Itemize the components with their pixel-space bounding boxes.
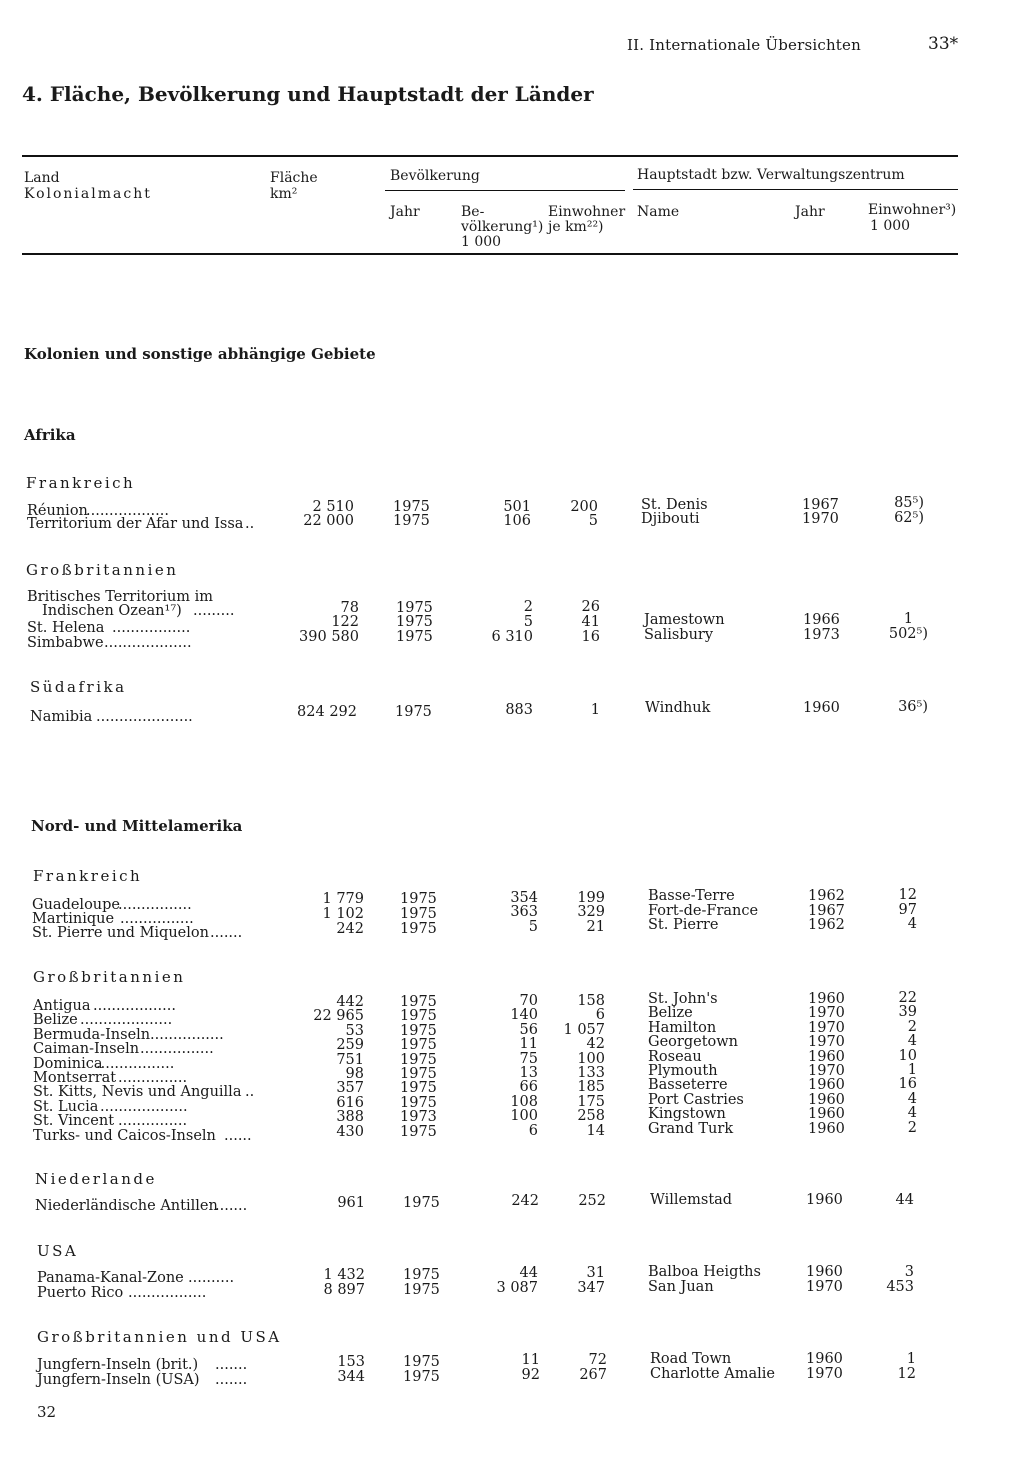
cell-jahr: 1975: [400, 1008, 437, 1025]
cell-hauptstadt: Kingstown: [648, 1106, 726, 1123]
dot-leader: .................: [112, 620, 191, 636]
cell-hs-ew: 453: [886, 1279, 914, 1295]
dot-leader: ...................: [104, 635, 192, 651]
dot-leader: .................: [96, 1055, 175, 1072]
cell-dichte: 42: [586, 1036, 605, 1053]
cell-flaeche: 122: [331, 614, 359, 630]
group-heading: Großbritannien und USA: [37, 1328, 282, 1346]
cell-jahr: 1975: [393, 513, 430, 529]
cell-hs-ew: 4: [907, 1105, 917, 1122]
cell-land: St. Vincent: [33, 1113, 115, 1130]
cell-bev: 6: [528, 1122, 538, 1139]
cell-flaeche: 153: [337, 1354, 365, 1370]
cell-jahr: 1975: [400, 1051, 437, 1068]
table-header-bottom-rule: [22, 253, 958, 255]
cell-dichte: 175: [577, 1093, 605, 1110]
cell-hs-ew: 1: [907, 1062, 917, 1078]
cell-land: Bermuda-Inseln: [33, 1026, 151, 1043]
cell-hs-ew: 4: [907, 916, 917, 932]
cell-hs-jahr: 1973: [803, 627, 840, 643]
cell-bev: 11: [519, 1036, 538, 1053]
cell-hs-ew: 16: [898, 1076, 917, 1093]
cell-land: St. Helena: [27, 620, 105, 636]
cell-land: Niederländische Antillen: [35, 1198, 218, 1214]
cell-hauptstadt: Salisbury: [644, 627, 714, 643]
page-marker: 33*: [928, 34, 959, 54]
cell-hs-ew: 62⁵): [894, 510, 924, 526]
cell-dichte: 347: [577, 1280, 605, 1296]
header-mid-rule-right: [633, 189, 958, 190]
col-bev-2: völkerung¹): [461, 219, 544, 235]
cell-land: Jungfern-Inseln (brit.): [37, 1357, 199, 1373]
dot-leader: ..........: [188, 1270, 235, 1286]
cell-jahr: 1975: [400, 1123, 437, 1140]
cell-hs-ew: 10: [898, 1047, 917, 1064]
dot-leader: ................: [118, 897, 192, 913]
section-heading: Kolonien und sonstige abhängige Gebiete: [24, 345, 376, 363]
cell-bev: 354: [510, 890, 538, 906]
cell-jahr: 1973: [400, 1109, 437, 1126]
cell-jahr: 1975: [400, 891, 437, 907]
dot-leader: .......: [215, 1357, 248, 1373]
cell-hs-jahr: 1962: [808, 888, 845, 904]
cell-dichte: 258: [577, 1108, 605, 1125]
cell-land: Turks- und Caicos-Inseln: [33, 1127, 216, 1144]
cell-flaeche: 388: [336, 1109, 364, 1126]
cell-dichte: 185: [577, 1079, 605, 1096]
cell-bev: 11: [521, 1352, 540, 1368]
cell-jahr: 1975: [395, 704, 432, 720]
cell-flaeche: 430: [336, 1123, 364, 1140]
region-heading: Nord- und Mittelamerika: [31, 817, 243, 835]
cell-jahr: 1975: [396, 600, 433, 616]
col-land: Land: [24, 170, 60, 186]
col-flaeche-unit: km²: [270, 186, 298, 202]
cell-flaeche: 22 965: [313, 1008, 364, 1025]
cell-flaeche: 961: [337, 1195, 365, 1211]
cell-bev: 3 087: [496, 1280, 538, 1296]
col-hs-ew-1: Einwohner³): [868, 202, 957, 218]
cell-land: Jungfern-Inseln (USA): [37, 1372, 200, 1388]
cell-bev: 66: [519, 1079, 538, 1096]
cell-dichte: 21: [586, 919, 605, 935]
dot-leader: ...............: [118, 1070, 188, 1086]
cell-jahr: 1975: [403, 1267, 440, 1283]
cell-hs-ew: 39: [898, 1004, 917, 1021]
cell-hs-ew: 12: [898, 887, 917, 903]
cell-flaeche: 344: [337, 1369, 365, 1385]
cell-hs-ew: 2: [907, 1018, 917, 1035]
col-hs-ew-2: 1 000: [870, 218, 911, 234]
region-heading: Afrika: [24, 426, 76, 444]
cell-hauptstadt: Fort-de-France: [648, 903, 759, 919]
cell-flaeche: 242: [336, 921, 364, 937]
cell-hs-jahr: 1970: [808, 1019, 845, 1036]
col-ew-1: Einwohner: [548, 204, 626, 220]
cell-hs-ew: 1: [903, 611, 913, 627]
cell-hauptstadt: Basse-Terre: [648, 888, 735, 904]
cell-hauptstadt: Balboa Heigths: [648, 1264, 761, 1280]
cell-jahr: 1975: [403, 1354, 440, 1370]
group-heading: Großbritannien: [33, 968, 186, 986]
cell-land: St. Lucia: [33, 1098, 99, 1115]
dot-leader: ................: [120, 911, 194, 927]
cell-dichte: 6: [595, 1007, 605, 1024]
cell-hauptstadt: Willemstad: [650, 1192, 733, 1208]
cell-hauptstadt: Basseterre: [648, 1077, 728, 1094]
cell-bev: 44: [519, 1265, 538, 1281]
cell-flaeche: 751: [336, 1051, 364, 1068]
col-hauptstadt: Hauptstadt bzw. Verwaltungszentrum: [637, 167, 905, 183]
cell-hs-jahr: 1970: [806, 1366, 843, 1382]
cell-hauptstadt: Windhuk: [645, 700, 711, 716]
dot-leader: ..: [245, 1084, 255, 1101]
group-heading: Frankreich: [26, 474, 136, 492]
cell-bev: 5: [523, 614, 533, 630]
cell-hs-ew: 2: [907, 1119, 917, 1136]
cell-dichte: 26: [581, 599, 600, 615]
cell-land: Dominica: [33, 1055, 103, 1072]
page-title: 4. Fläche, Bevölkerung und Hauptstadt der Länder: [22, 82, 594, 106]
dot-leader: .......: [215, 1372, 248, 1388]
group-heading: Südafrika: [30, 678, 127, 696]
cell-hs-jahr: 1960: [808, 1077, 845, 1094]
cell-bev: 92: [521, 1367, 540, 1383]
cell-hauptstadt: Grand Turk: [648, 1120, 734, 1137]
footer-page-number: 32: [37, 1403, 57, 1421]
col-hs-jahr: Jahr: [795, 204, 825, 220]
cell-bev: 6 310: [491, 629, 533, 645]
cell-jahr: 1975: [403, 1195, 440, 1211]
cell-hs-jahr: 1970: [806, 1279, 843, 1295]
dot-leader: ................: [140, 1041, 214, 1058]
cell-dichte: 14: [586, 1122, 605, 1139]
cell-jahr: 1975: [400, 994, 437, 1010]
dot-leader: .................: [128, 1285, 207, 1301]
cell-hs-jahr: 1960: [808, 991, 845, 1007]
col-jahr: Jahr: [390, 204, 420, 220]
dot-leader: ..................: [93, 998, 176, 1014]
cell-hauptstadt: Jamestown: [644, 612, 725, 628]
cell-hauptstadt: St. John's: [648, 991, 718, 1007]
cell-hs-ew: 97: [898, 902, 917, 918]
cell-dichte: 5: [588, 513, 598, 529]
dot-leader: ..................: [86, 503, 169, 519]
cell-flaeche: 259: [336, 1037, 364, 1054]
group-heading: Frankreich: [33, 867, 143, 885]
cell-jahr: 1975: [396, 614, 433, 630]
group-heading: USA: [37, 1242, 79, 1260]
cell-hs-jahr: 1970: [808, 1005, 845, 1022]
cell-flaeche: 824 292: [297, 704, 357, 720]
cell-bev: 242: [511, 1193, 539, 1209]
cell-land: Simbabwe: [27, 635, 104, 651]
col-bev-3: 1 000: [461, 234, 502, 250]
col-bevoelkerung: Bevölkerung: [390, 168, 480, 184]
cell-hs-jahr: 1970: [802, 511, 839, 527]
cell-hauptstadt: Belize: [648, 1005, 693, 1022]
cell-dichte: 267: [579, 1367, 607, 1383]
cell-hs-ew: 36⁵): [898, 699, 928, 715]
cell-land: Territorium der Afar und Issa: [27, 516, 244, 532]
dot-leader: ......: [224, 1127, 252, 1144]
cell-dichte: 1 057: [563, 1021, 605, 1038]
dot-leader: .....................: [96, 709, 193, 725]
running-head: II. Internationale Übersichten: [627, 36, 861, 54]
cell-hauptstadt: St. Pierre: [648, 917, 719, 933]
cell-hauptstadt: St. Denis: [641, 497, 708, 513]
cell-jahr: 1975: [400, 1066, 437, 1082]
cell-flaeche: 8 897: [323, 1282, 365, 1298]
cell-land: Réunion: [27, 503, 88, 519]
col-ew-2: je km²²): [548, 219, 604, 235]
dot-leader: ..: [245, 516, 255, 532]
cell-jahr: 1975: [400, 906, 437, 922]
cell-land: Martinique: [32, 911, 115, 927]
header-mid-rule-left: [385, 190, 625, 191]
cell-hauptstadt: Charlotte Amalie: [650, 1366, 775, 1382]
col-flaeche: Fläche: [270, 170, 318, 186]
cell-dichte: 329: [577, 904, 605, 920]
cell-bev: 108: [510, 1093, 538, 1110]
cell-hs-ew: 3: [904, 1264, 914, 1280]
cell-bev: 363: [510, 904, 538, 920]
cell-flaeche: 22 000: [303, 513, 354, 529]
cell-jahr: 1975: [400, 1037, 437, 1054]
cell-land: St. Kitts, Nevis und Anguilla: [33, 1084, 242, 1101]
cell-dichte: 133: [577, 1065, 605, 1081]
cell-hs-jahr: 1960: [808, 1120, 845, 1137]
cell-jahr: 1975: [400, 921, 437, 937]
cell-jahr: 1975: [393, 499, 430, 515]
col-name: Name: [637, 204, 680, 220]
cell-hs-ew: 502⁵): [888, 626, 928, 642]
col-bev-1: Be-: [461, 204, 485, 220]
cell-bev: 70: [519, 993, 538, 1009]
cell-dichte: 41: [581, 614, 600, 630]
cell-hauptstadt: Port Castries: [648, 1091, 744, 1108]
cell-jahr: 1975: [400, 1080, 437, 1097]
cell-flaeche: 78: [340, 600, 359, 616]
cell-dichte: 100: [577, 1050, 605, 1067]
cell-land: St. Pierre und Miquelon: [32, 925, 209, 941]
col-kolonialmacht: Kolonialmacht: [24, 186, 152, 202]
dot-leader: .......: [210, 925, 243, 941]
cell-hauptstadt: Road Town: [650, 1351, 732, 1367]
cell-hs-jahr: 1960: [803, 700, 840, 716]
cell-land: Guadeloupe: [32, 897, 120, 913]
cell-hauptstadt: Plymouth: [648, 1063, 718, 1079]
cell-dichte: 31: [586, 1265, 605, 1281]
cell-land: Belize: [33, 1012, 78, 1029]
cell-land: Indischen Ozean¹⁷): [42, 603, 182, 619]
cell-dichte: 158: [577, 993, 605, 1009]
dot-leader: ...............: [118, 1113, 188, 1130]
cell-hs-jahr: 1970: [808, 1034, 845, 1051]
table-top-rule: [22, 155, 958, 157]
cell-jahr: 1975: [403, 1282, 440, 1298]
cell-hs-jahr: 1970: [808, 1063, 845, 1079]
cell-land: Montserrat: [33, 1070, 117, 1086]
group-heading: Niederlande: [35, 1170, 157, 1188]
cell-flaeche: 1 432: [323, 1267, 365, 1283]
cell-bev: 75: [519, 1050, 538, 1067]
cell-land: Panama-Kanal-Zone: [37, 1270, 184, 1286]
cell-hs-jahr: 1960: [808, 1048, 845, 1065]
cell-hs-jahr: 1967: [808, 903, 845, 919]
cell-flaeche: 616: [336, 1094, 364, 1111]
cell-bev: 501: [503, 499, 531, 515]
cell-land: Caiman-Inseln: [33, 1041, 140, 1058]
cell-hs-jahr: 1966: [803, 612, 840, 628]
cell-land-preline: Britisches Territorium im: [27, 589, 214, 605]
cell-jahr: 1975: [396, 629, 433, 645]
cell-flaeche: 98: [345, 1066, 364, 1082]
cell-dichte: 200: [570, 499, 598, 515]
cell-land: Namibia: [30, 709, 93, 725]
cell-bev: 106: [503, 513, 531, 529]
cell-dichte: 1: [590, 702, 600, 718]
cell-dichte: 16: [581, 629, 600, 645]
cell-flaeche: 1 779: [322, 891, 364, 907]
cell-bev: 883: [505, 702, 533, 718]
cell-flaeche: 2 510: [312, 499, 354, 515]
dot-leader: .........: [193, 603, 235, 619]
cell-bev: 13: [519, 1065, 538, 1081]
cell-hs-ew: 44: [895, 1192, 914, 1208]
cell-hs-ew: 4: [907, 1090, 917, 1107]
cell-hs-jahr: 1960: [806, 1192, 843, 1208]
cell-hs-ew: 12: [897, 1366, 916, 1382]
cell-bev: 2: [523, 599, 533, 615]
cell-bev: 140: [510, 1007, 538, 1024]
cell-hauptstadt: Hamilton: [648, 1019, 717, 1036]
cell-land: Antigua: [33, 998, 91, 1014]
dot-leader: .......: [215, 1198, 248, 1214]
cell-bev: 56: [519, 1021, 538, 1038]
cell-hauptstadt: San Juan: [648, 1279, 714, 1295]
dot-leader: ...................: [100, 1098, 188, 1115]
cell-flaeche: 390 580: [299, 629, 359, 645]
cell-hs-jahr: 1960: [806, 1264, 843, 1280]
cell-hs-jahr: 1960: [808, 1091, 845, 1108]
cell-hs-ew: 4: [907, 1033, 917, 1050]
cell-flaeche: 1 102: [322, 906, 364, 922]
cell-hauptstadt: Roseau: [648, 1048, 702, 1065]
cell-hs-jahr: 1960: [806, 1351, 843, 1367]
cell-jahr: 1975: [400, 1022, 437, 1039]
cell-bev: 5: [528, 919, 538, 935]
dot-leader: ....................: [80, 1012, 173, 1029]
cell-hs-ew: 85⁵): [894, 495, 924, 511]
cell-bev: 100: [510, 1108, 538, 1125]
cell-jahr: 1975: [403, 1369, 440, 1385]
cell-hauptstadt: Djibouti: [641, 511, 700, 527]
cell-hs-ew: 1: [906, 1351, 916, 1367]
cell-hs-jahr: 1960: [808, 1106, 845, 1123]
cell-hs-ew: 22: [898, 990, 917, 1006]
cell-hs-jahr: 1967: [802, 497, 839, 513]
cell-dichte: 72: [588, 1352, 607, 1368]
cell-flaeche: 442: [336, 994, 364, 1010]
cell-land: Puerto Rico: [37, 1285, 124, 1301]
cell-flaeche: 53: [345, 1022, 364, 1039]
dot-leader: ................: [150, 1026, 224, 1043]
cell-flaeche: 357: [336, 1080, 364, 1097]
cell-dichte: 252: [578, 1193, 606, 1209]
cell-hs-jahr: 1962: [808, 917, 845, 933]
cell-dichte: 199: [577, 890, 605, 906]
cell-hauptstadt: Georgetown: [648, 1034, 738, 1051]
group-heading: Großbritannien: [26, 561, 179, 579]
cell-jahr: 1975: [400, 1094, 437, 1111]
